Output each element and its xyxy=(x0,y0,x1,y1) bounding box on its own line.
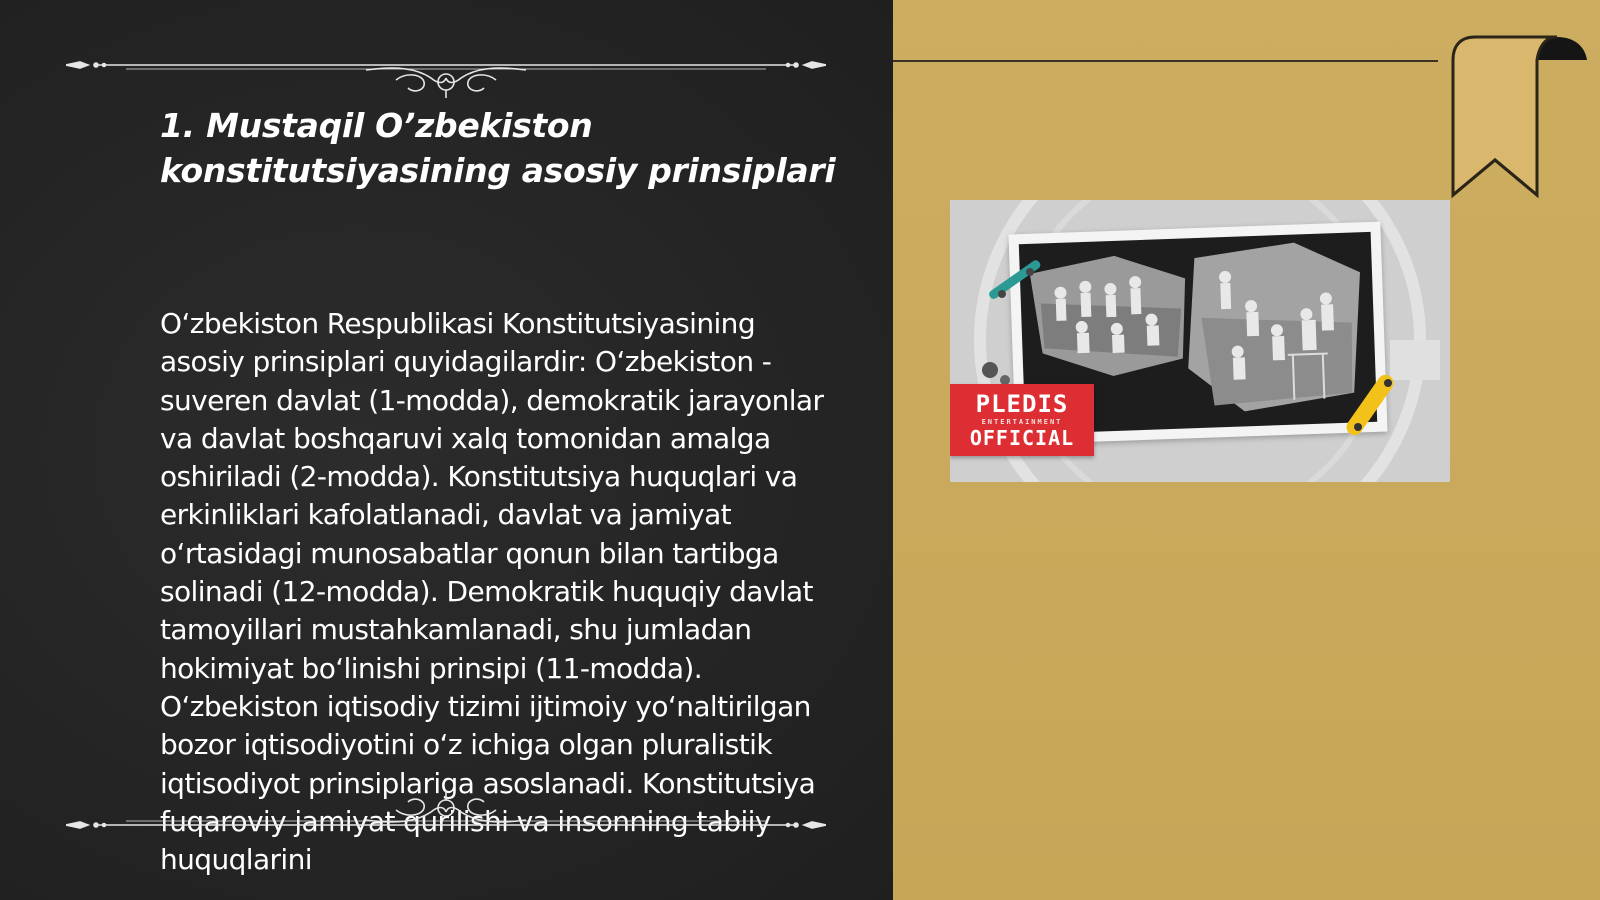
image-panel xyxy=(893,0,1600,900)
ornament-divider-icon xyxy=(66,48,826,98)
group-photo-image xyxy=(950,200,1450,482)
badge-subtitle: ENTERTAINMENT xyxy=(981,418,1063,426)
ornament-divider-icon xyxy=(66,790,826,840)
skateboard-icon xyxy=(1340,365,1410,445)
bookmark-icon xyxy=(1435,35,1600,200)
skateboard-icon xyxy=(980,250,1050,310)
badge-brand: PLEDIS xyxy=(975,390,1069,418)
slide-title: 1. Mustaqil O’zbekiston konstitutsiyasining asosiy prinsiplari xyxy=(160,106,836,190)
pledis-official-badge xyxy=(950,384,1094,456)
divider-line xyxy=(893,60,1438,62)
badge-label: OFFICIAL xyxy=(969,426,1075,450)
slide-body-text: O‘zbekiston Respublikasi Konstitutsiyasining asosiy prinsiplari quyidagilardir: O‘zbekiston - suveren davlat (1-modda), demokratik jarayonlar va davlat boshqaruvi xalq tomonidan amalga oshiriladi (2-modda). Konstitutsiya huquqlari va erkinliklari kafolatlanadi, davlat va jamiyat o‘rtasidagi munosabatlar qonun bilan tartibga solinadi (12-modda). Demokratik huquqiy davlat tamoyillari mustahkamlanadi, shu jumladan hokimiyat bo‘linishi prinsipi (11-modda). O‘zbekiston iqtisodiy tizimi ijtimoiy yo‘naltirilgan bozor iqtisodiyotini o‘z ichiga olgan pluralistik iqtisodiyot prinsiplariga asoslanadi. Konstitutsiya fuqaroviy jamiyat qurilishi va insonning tabiiy huquqlarini xyxy=(160,307,824,877)
